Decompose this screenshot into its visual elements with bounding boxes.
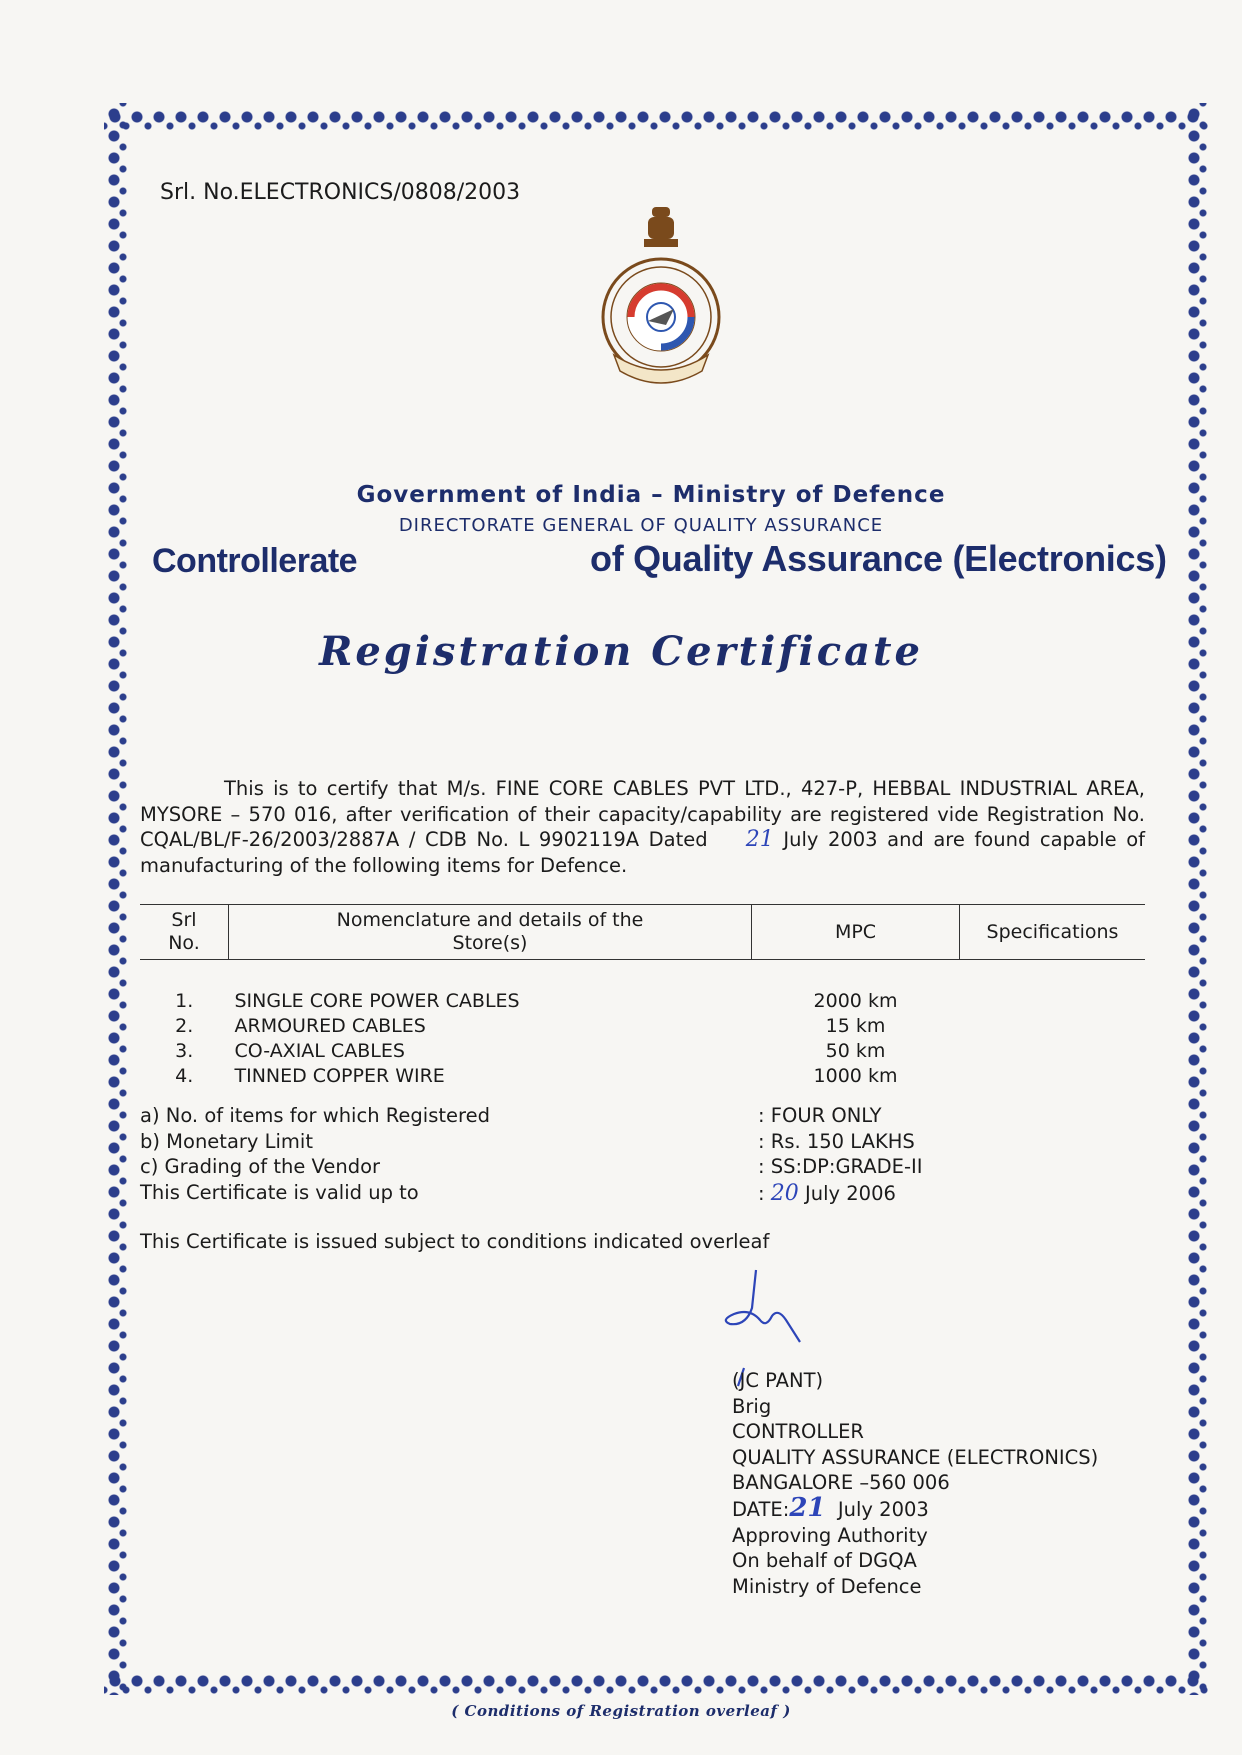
table-row [140,960,1145,1014]
fact-label: This Certificate is valid up to [140,1180,419,1204]
fact-label: a) No. of items for which Registered [140,1104,490,1127]
authority-city: BANGALORE –560 006 [732,1471,950,1495]
header-mpc: MPC [752,905,960,960]
ornamental-border-bottom [104,1667,1208,1695]
controllerate-heading-left: Controllerate [152,542,358,580]
header-specifications: Specifications [960,905,1146,960]
table-row [140,1013,1145,1038]
certification-paragraph [140,776,1145,878]
authority-rank: Brig [732,1394,772,1418]
row-spec [960,1038,1146,1063]
row-no: 4. [175,1064,194,1087]
directorate-heading: DIRECTORATE GENERAL OF QUALITY ASSURANCE [398,515,884,536]
signing-authority [732,1368,1098,1599]
row-spec [960,1013,1146,1038]
row-no: 1. [175,989,194,1012]
ornamental-border-right [1180,103,1208,1695]
ornamental-border-left [100,103,128,1695]
fact-value: : SS:DP:GRADE-II [758,1155,923,1178]
issued-note: This Certificate is issued subject to conditions indicated overleaf [140,1230,770,1253]
authority-role-2: On behalf of DGQA [732,1549,917,1573]
fact-items [140,1104,1145,1130]
government-heading: Government of India – Ministry of Defence [356,482,946,508]
authority-date: DATE:21 July 2003 [732,1492,929,1523]
authority-role-1: Approving Authority [732,1523,928,1547]
paragraph-text-1: This is to certify that M/s. FINE CORE CABLES PVT LTD., 427-P, HEBBAL INDUSTRIAL AREA, MYSORE – 570 016, after verification of their capacity/capability are registered vide Registration No. CQAL/BL/F-26/2003/2887A / CDB No. L 9902119A Dated [140,777,1145,851]
handwritten-date-day: 21 [789,1492,826,1523]
certificate-title: Registration Certificate [319,628,923,675]
paragraph-text-2: July 2003 and are found capable of manufacturing of the following items for Defence. [140,828,1146,877]
table-row [140,1063,1145,1088]
row-no: 2. [175,1014,194,1037]
row-spec [960,960,1146,1014]
row-mpc: 50 km [825,1039,886,1062]
row-mpc: 1000 km [813,1064,898,1087]
authority-role-3: Ministry of Defence [732,1574,922,1598]
row-mpc: 2000 km [813,989,898,1012]
registration-facts [140,1104,1145,1206]
row-name: TINNED COPPER WIRE [234,1064,445,1087]
row-spec [960,1063,1146,1088]
row-mpc: 15 km [825,1014,886,1037]
serial-number: Srl. No.ELECTRONICS/0808/2003 [160,180,521,205]
authority-office: QUALITY ASSURANCE (ELECTRONICS) [732,1445,1099,1469]
table-row [140,1038,1145,1063]
authority-post: CONTROLLER [732,1420,864,1444]
row-name: CO-AXIAL CABLES [234,1039,405,1062]
header-nomenclature: Nomenclature and details of the Store(s) [229,905,752,960]
row-name: SINGLE CORE POWER CABLES [234,989,520,1012]
fact-label: b) Monetary Limit [140,1129,313,1153]
fact-value: : 20 July 2006 [758,1180,896,1206]
store-items-table [140,904,1145,1088]
row-no: 3. [175,1039,194,1062]
handwritten-day: 21 [745,827,774,852]
fact-value: : Rs. 150 LAKHS [758,1129,915,1153]
authority-name: (JC PANT) [732,1369,824,1392]
ornamental-border-top [104,103,1208,131]
header-srl-no: Srl No. [140,905,229,960]
fact-label: c) Grading of the Vendor [140,1155,381,1178]
fact-monetary-limit [140,1130,1145,1156]
row-name: ARMOURED CABLES [234,1014,426,1037]
emblem-seal-icon [586,205,736,405]
footer-note: ( Conditions of Registration overleaf ) [451,1702,791,1720]
fact-grading [140,1155,1145,1181]
controllerate-heading-right: of Quality Assurance (Electronics) [590,538,1167,579]
fact-value: : FOUR ONLY [758,1104,882,1127]
fact-validity [140,1181,1145,1207]
handwritten-valid-day: 20 [770,1180,799,1206]
